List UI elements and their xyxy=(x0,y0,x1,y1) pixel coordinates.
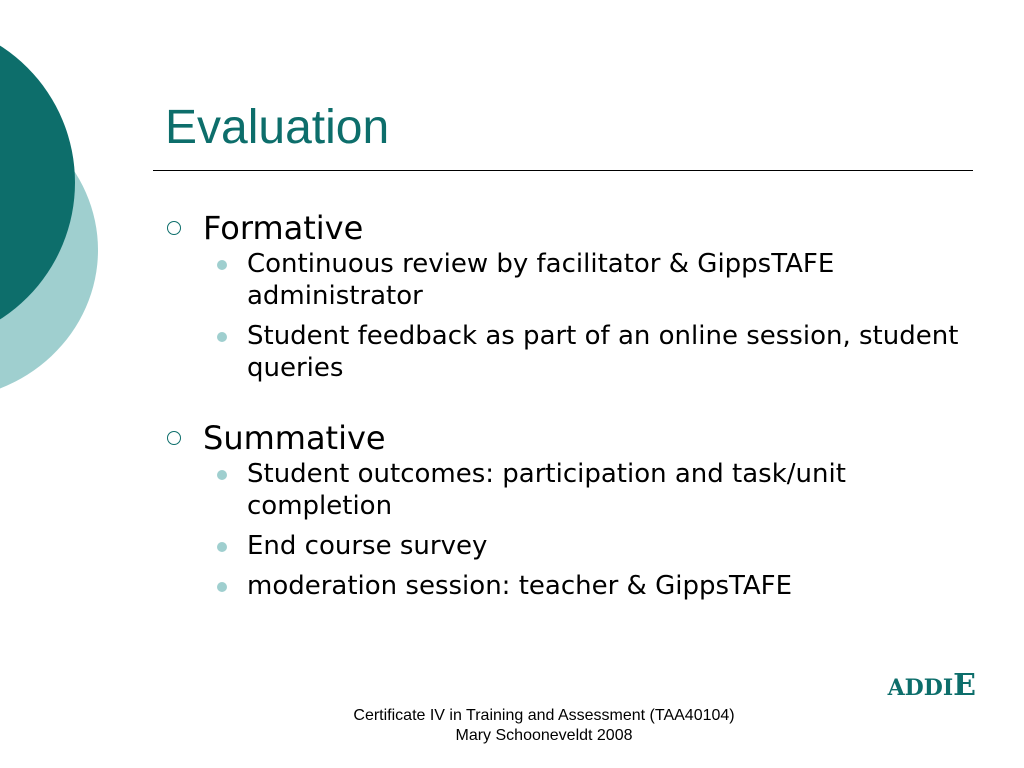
slide-footer xyxy=(0,706,1024,746)
list-item-text: Student feedback as part of an online session, student queries xyxy=(247,321,959,383)
dot-bullet-icon xyxy=(217,470,227,480)
list-item xyxy=(165,530,965,562)
list-item-text: Student outcomes: participation and task/unit completion xyxy=(247,459,846,521)
addie-logo xyxy=(888,668,976,703)
ring-bullet-icon xyxy=(167,431,181,445)
addie-logo-main: ADDI xyxy=(887,675,954,701)
list-item-text: Continuous review by facilitator & GippsTAFE administrator xyxy=(247,249,835,311)
slide-content xyxy=(165,208,965,610)
dot-bullet-icon xyxy=(217,542,227,552)
slide-title: Evaluation xyxy=(165,101,390,154)
list-item-text: moderation session: teacher & GippsTAFE xyxy=(247,571,793,601)
dot-bullet-icon xyxy=(217,582,227,592)
dot-bullet-icon xyxy=(217,260,227,270)
footer-line-course: Certificate IV in Training and Assessment (TAA40104) xyxy=(353,707,735,724)
section-heading-summative xyxy=(165,418,965,458)
section-heading-formative xyxy=(165,208,965,248)
section-heading-label: Formative xyxy=(203,209,364,247)
list-item xyxy=(165,320,965,384)
formative-list xyxy=(165,248,965,384)
footer-line-author: Mary Schooneveldt 2008 xyxy=(455,727,633,744)
ring-bullet-icon xyxy=(167,221,181,235)
summative-list xyxy=(165,458,965,602)
dot-bullet-icon xyxy=(217,332,227,342)
section-heading-label: Summative xyxy=(203,419,386,457)
list-item xyxy=(165,570,965,602)
addie-logo-emphasis: E xyxy=(953,668,976,703)
list-item xyxy=(165,458,965,522)
list-item-text: End course survey xyxy=(247,531,488,561)
list-item xyxy=(165,248,965,312)
title-divider xyxy=(153,170,973,171)
